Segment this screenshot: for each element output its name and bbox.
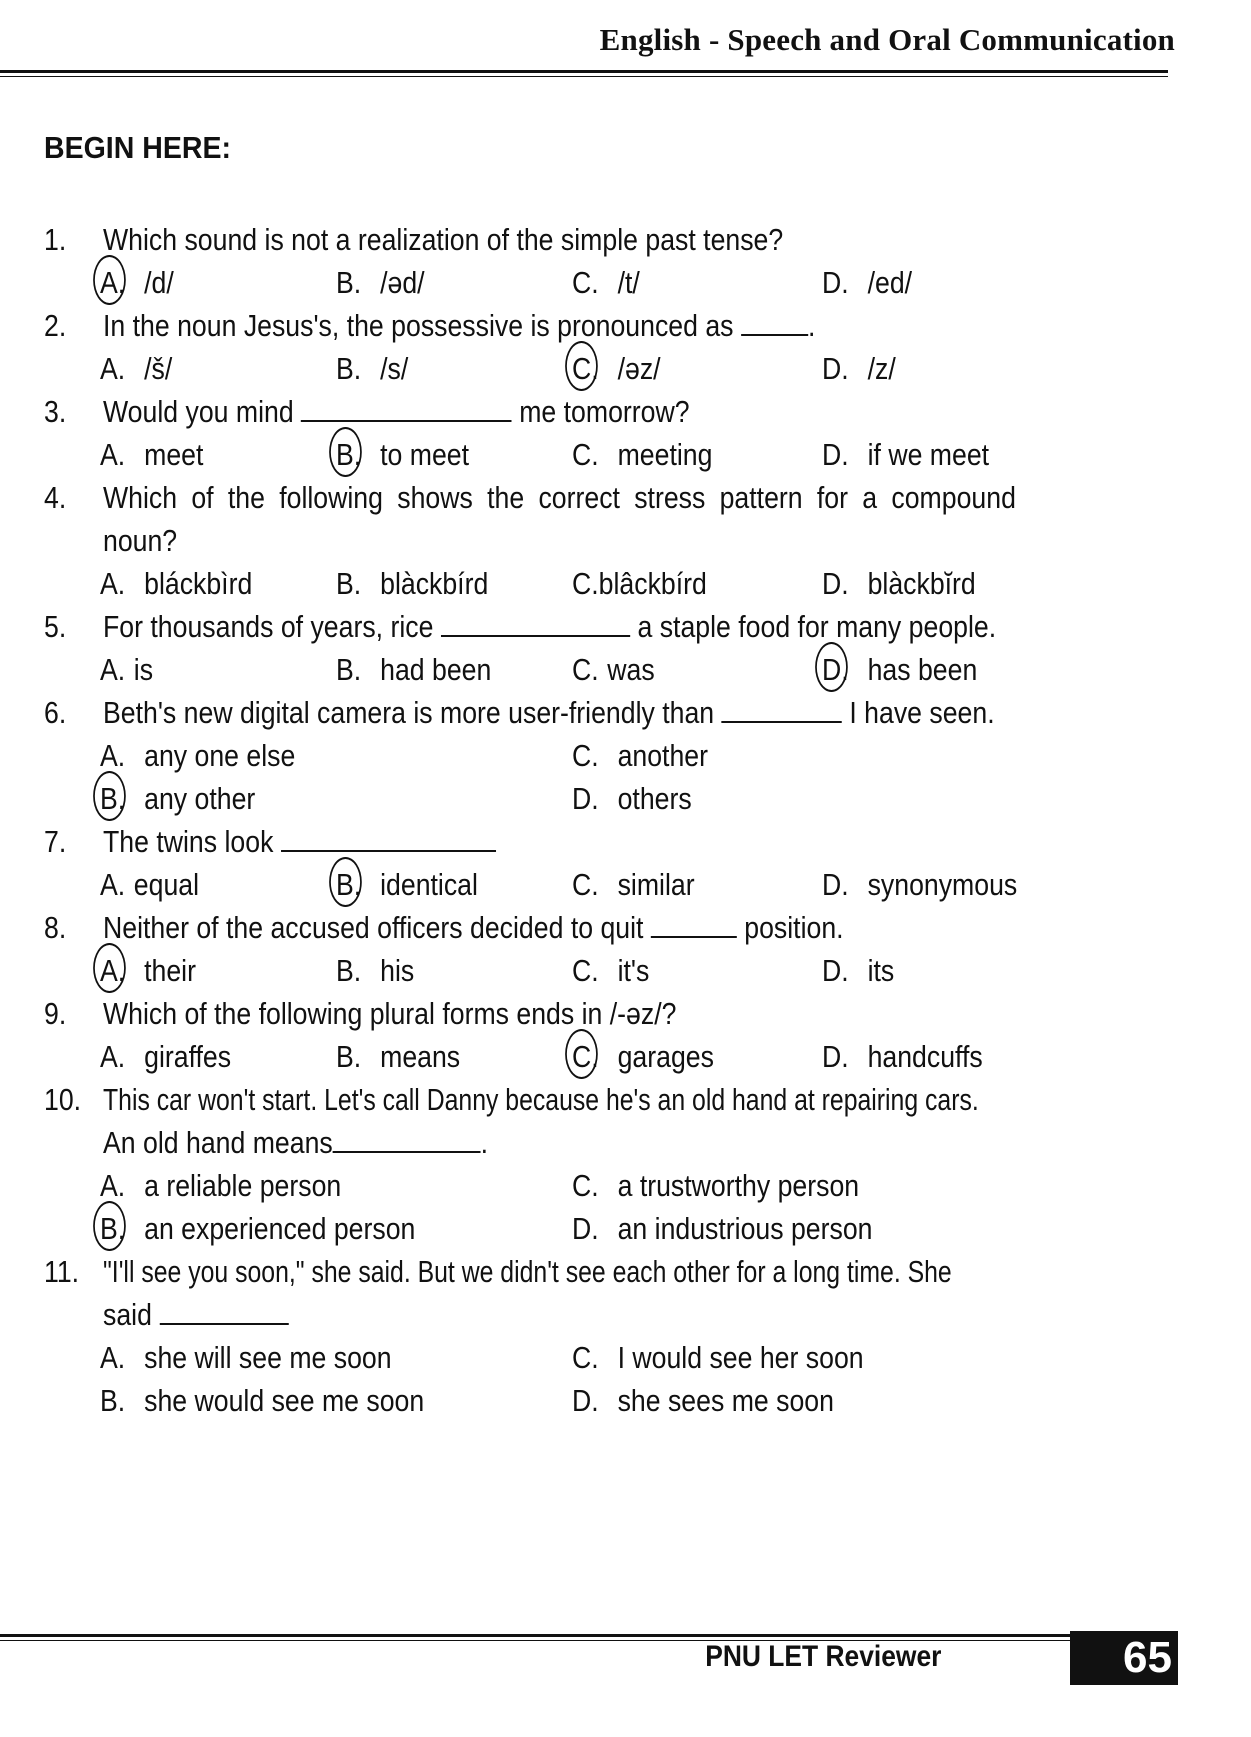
- option-text: /s/: [380, 351, 409, 386]
- option-c[interactable]: [572, 1336, 864, 1379]
- question-3: [44, 390, 1194, 433]
- question-text: [103, 390, 690, 433]
- answer-blank: [441, 607, 630, 637]
- question-10: [44, 1078, 1194, 1121]
- option-letter: B.: [100, 777, 125, 820]
- option-text: others: [617, 781, 692, 816]
- option-a[interactable]: [100, 734, 295, 777]
- option-text: was: [607, 652, 655, 687]
- option-a[interactable]: [100, 433, 203, 476]
- option-d[interactable]: [822, 949, 894, 992]
- option-letter: D.: [822, 953, 849, 988]
- option-c[interactable]: [572, 648, 655, 691]
- option-letter: C.: [572, 347, 599, 390]
- answer-blank: [651, 908, 737, 938]
- option-d[interactable]: [822, 433, 989, 476]
- answer-blank: [301, 392, 512, 422]
- option-b[interactable]: [100, 777, 255, 820]
- option-letter: C.: [572, 953, 599, 988]
- question-number: 7.: [44, 824, 67, 859]
- option-a[interactable]: [100, 1164, 341, 1207]
- question-5: [44, 605, 1194, 648]
- option-c[interactable]: [572, 1035, 714, 1078]
- option-text: it's: [617, 953, 650, 988]
- option-b[interactable]: [336, 949, 414, 992]
- option-text: synonymous: [867, 867, 1018, 902]
- question-text: Which of the following plural forms ends in /-əz/?: [103, 996, 677, 1031]
- question-text: [103, 691, 995, 734]
- option-d[interactable]: [822, 1035, 983, 1078]
- option-b[interactable]: [336, 562, 488, 605]
- question-text-after: I have seen.: [849, 695, 995, 730]
- question-5-options: [44, 648, 1194, 691]
- option-d[interactable]: [822, 648, 977, 691]
- option-text: equal: [133, 867, 200, 902]
- option-a[interactable]: [100, 1336, 392, 1379]
- question-11-continued: [44, 1293, 1194, 1336]
- option-letter: C.: [572, 867, 599, 902]
- option-letter: D.: [822, 566, 849, 601]
- question-text: [103, 605, 996, 648]
- option-letter: B.: [100, 1207, 125, 1250]
- question-4-options: [44, 562, 1194, 605]
- question-text-before: In the noun Jesus's, the possessive is pronounced as: [103, 308, 734, 343]
- question-6-options-row-2: [44, 777, 1194, 820]
- question-10-options-row-2: [44, 1207, 1194, 1250]
- option-text: /š/: [144, 351, 173, 386]
- option-text: a reliable person: [144, 1168, 342, 1203]
- option-letter: D.: [572, 1383, 599, 1418]
- question-7-options: [44, 863, 1194, 906]
- option-letter: C.: [572, 265, 599, 300]
- question-11: [44, 1250, 1194, 1293]
- question-text-before: Neither of the accused officers decided to quit: [103, 910, 644, 945]
- option-text: handcuffs: [867, 1039, 983, 1074]
- option-c[interactable]: [572, 433, 712, 476]
- option-text: had been: [380, 652, 492, 687]
- question-1-options: [44, 261, 1194, 304]
- answer-blank: [741, 306, 808, 336]
- question-text-line-2: [103, 1293, 288, 1336]
- option-text: /d/: [144, 265, 174, 300]
- question-3-options: [44, 433, 1194, 476]
- option-text: similar: [617, 867, 695, 902]
- answer-blank: [159, 1295, 288, 1325]
- question-text-after: .: [808, 308, 816, 343]
- question-text-before: An old hand means: [103, 1125, 333, 1160]
- question-9: [44, 992, 1194, 1035]
- option-text: blâckbírd: [598, 566, 707, 601]
- footer-title: PNU LET Reviewer: [704, 1640, 941, 1673]
- option-letter: C.: [572, 1168, 599, 1203]
- header-rule-thin: [0, 76, 1168, 77]
- option-text: its: [867, 953, 895, 988]
- option-c[interactable]: [572, 863, 695, 906]
- option-letter: D.: [822, 351, 849, 386]
- question-text: [103, 906, 844, 949]
- option-text: she sees me soon: [617, 1383, 834, 1418]
- option-letter: B.: [100, 1383, 126, 1418]
- option-b[interactable]: [100, 1379, 424, 1422]
- question-text-line-2: [103, 1121, 488, 1164]
- page-number: 65: [1070, 1631, 1178, 1685]
- question-8-options: [44, 949, 1194, 992]
- option-letter: D.: [572, 781, 599, 816]
- option-d[interactable]: [572, 1207, 873, 1250]
- option-letter: C.: [572, 437, 599, 472]
- option-letter: A.: [100, 1039, 126, 1074]
- footer-rule: [0, 1634, 1070, 1637]
- option-letter: A.: [100, 867, 126, 902]
- option-a[interactable]: [100, 562, 252, 605]
- option-text: another: [617, 738, 709, 773]
- question-text-line-2: noun?: [103, 523, 178, 558]
- question-6-options-row-1: [44, 734, 1194, 777]
- option-letter: D.: [822, 867, 849, 902]
- option-letter: D.: [822, 437, 849, 472]
- answer-blank: [333, 1123, 481, 1153]
- option-text: identical: [380, 867, 478, 902]
- option-text: /əd/: [380, 265, 425, 300]
- option-letter: C.: [572, 652, 599, 687]
- option-letter: A.: [100, 738, 126, 773]
- question-10-continued: [44, 1121, 1194, 1164]
- question-text-before: For thousands of years, rice: [103, 609, 434, 644]
- option-d[interactable]: [822, 261, 912, 304]
- option-text: /z/: [867, 351, 896, 386]
- question-4: [44, 476, 1194, 519]
- question-number: 10.: [44, 1082, 82, 1117]
- question-9-options: [44, 1035, 1194, 1078]
- question-4-continued: [44, 519, 1194, 562]
- option-a[interactable]: [100, 863, 199, 906]
- option-c[interactable]: [572, 734, 708, 777]
- question-number: 5.: [44, 609, 67, 644]
- option-letter: A.: [100, 949, 125, 992]
- question-text: [103, 820, 496, 863]
- option-b[interactable]: [336, 433, 469, 476]
- option-text: blàckbĭrd: [867, 566, 976, 601]
- question-text: [103, 304, 815, 347]
- question-text-line-1: This car won't start. Let's call Danny because he's an old hand at repairing cars.: [103, 1082, 979, 1117]
- question-10-options-row-1: [44, 1164, 1194, 1207]
- option-letter: B.: [336, 863, 361, 906]
- option-letter: A.: [100, 437, 126, 472]
- option-a[interactable]: [100, 648, 153, 691]
- option-c[interactable]: [572, 1164, 859, 1207]
- option-text: his: [380, 953, 415, 988]
- option-c[interactable]: [572, 562, 707, 605]
- question-number: 2.: [44, 308, 67, 343]
- option-letter: D.: [822, 648, 849, 691]
- option-letter: A.: [100, 351, 126, 386]
- question-text: Which sound is not a realization of the simple past tense?: [103, 222, 784, 257]
- option-text: means: [380, 1039, 461, 1074]
- option-d[interactable]: [822, 562, 976, 605]
- option-letter: B.: [336, 265, 362, 300]
- option-text: /əz/: [617, 351, 661, 386]
- question-text-after: a staple food for many people.: [637, 609, 997, 644]
- question-number: 4.: [44, 480, 67, 515]
- question-number: 1.: [44, 222, 67, 257]
- question-number: 3.: [44, 394, 67, 429]
- option-text: /ed/: [867, 265, 913, 300]
- question-text-after: position.: [744, 910, 844, 945]
- question-number: 11.: [44, 1254, 80, 1289]
- option-text: if we meet: [867, 437, 990, 472]
- option-c[interactable]: [572, 347, 661, 390]
- option-text: an industrious person: [617, 1211, 873, 1246]
- option-letter: A.: [100, 1168, 126, 1203]
- option-text: a trustworthy person: [617, 1168, 860, 1203]
- question-7: [44, 820, 1194, 863]
- running-header-title: English - Speech and Oral Communication: [599, 22, 1175, 57]
- option-text: an experienced person: [144, 1211, 416, 1246]
- option-text: giraffes: [144, 1039, 232, 1074]
- question-number: 8.: [44, 910, 67, 945]
- option-a[interactable]: [100, 1035, 231, 1078]
- option-text: to meet: [380, 437, 470, 472]
- option-letter: C.: [572, 738, 599, 773]
- option-letter: B.: [336, 953, 362, 988]
- option-a[interactable]: [100, 261, 174, 304]
- option-letter: B.: [336, 566, 362, 601]
- option-d[interactable]: [572, 1379, 834, 1422]
- question-text-before: Beth's new digital camera is more user-friendly than: [103, 695, 715, 730]
- option-letter: C.: [572, 1340, 599, 1375]
- section-heading: BEGIN HERE:: [44, 130, 231, 165]
- option-text: meet: [144, 437, 204, 472]
- question-8: [44, 906, 1194, 949]
- option-letter: D.: [572, 1211, 599, 1246]
- option-letter: C.: [572, 566, 599, 601]
- option-letter: A.: [100, 1340, 126, 1375]
- question-text-before: Would you mind: [103, 394, 294, 429]
- answer-blank: [281, 822, 496, 852]
- option-text: any other: [144, 781, 256, 816]
- option-letter: B.: [336, 652, 362, 687]
- option-a[interactable]: [100, 949, 196, 992]
- question-text-line-1: "I'll see you soon," she said. But we didn't see each other for a long time. She: [103, 1254, 952, 1289]
- question-text-line-1: Which of the following shows the correct stress pattern for a compound: [103, 480, 1016, 515]
- option-c[interactable]: [572, 949, 649, 992]
- header-rule: [0, 70, 1168, 73]
- option-text: she would see me soon: [144, 1383, 425, 1418]
- question-number: 9.: [44, 996, 67, 1031]
- question-text-after: .: [480, 1125, 489, 1160]
- option-b[interactable]: [336, 347, 408, 390]
- option-d[interactable]: [822, 347, 896, 390]
- question-number: 6.: [44, 695, 67, 730]
- option-letter: A.: [100, 566, 126, 601]
- question-2-options: [44, 347, 1194, 390]
- option-letter: D.: [822, 1039, 849, 1074]
- option-b[interactable]: [100, 1207, 415, 1250]
- option-b[interactable]: [336, 261, 425, 304]
- option-text: I would see her soon: [617, 1340, 864, 1375]
- question-list: [44, 218, 1194, 1422]
- option-b[interactable]: [336, 863, 478, 906]
- option-letter: C.: [572, 1035, 599, 1078]
- question-11-options-row-1: [44, 1336, 1194, 1379]
- option-b[interactable]: [336, 1035, 460, 1078]
- option-letter: A.: [100, 652, 126, 687]
- option-a[interactable]: [100, 347, 172, 390]
- option-text: garages: [617, 1039, 714, 1074]
- option-text: meeting: [617, 437, 713, 472]
- question-2: [44, 304, 1194, 347]
- question-text-before: said: [103, 1297, 152, 1332]
- option-letter: B.: [336, 351, 362, 386]
- question-11-options-row-2: [44, 1379, 1194, 1422]
- question-text-before: The twins look: [103, 824, 274, 859]
- option-text: bláckbìrd: [144, 566, 253, 601]
- option-d[interactable]: [572, 777, 692, 820]
- option-letter: B.: [336, 433, 361, 476]
- option-d[interactable]: [822, 863, 1017, 906]
- question-6: [44, 691, 1194, 734]
- option-letter: B.: [336, 1039, 362, 1074]
- option-letter: D.: [822, 265, 849, 300]
- option-text: has been: [867, 652, 978, 687]
- option-text: any one else: [144, 738, 296, 773]
- option-text: blàckbírd: [380, 566, 489, 601]
- option-text: their: [144, 953, 196, 988]
- option-b[interactable]: [336, 648, 491, 691]
- option-text: is: [133, 652, 154, 687]
- question-1: [44, 218, 1194, 261]
- option-letter: A.: [100, 261, 125, 304]
- option-text: /t/: [617, 265, 640, 300]
- answer-blank: [722, 693, 842, 723]
- option-c[interactable]: [572, 261, 640, 304]
- question-text-after: me tomorrow?: [519, 394, 690, 429]
- option-text: she will see me soon: [144, 1340, 392, 1375]
